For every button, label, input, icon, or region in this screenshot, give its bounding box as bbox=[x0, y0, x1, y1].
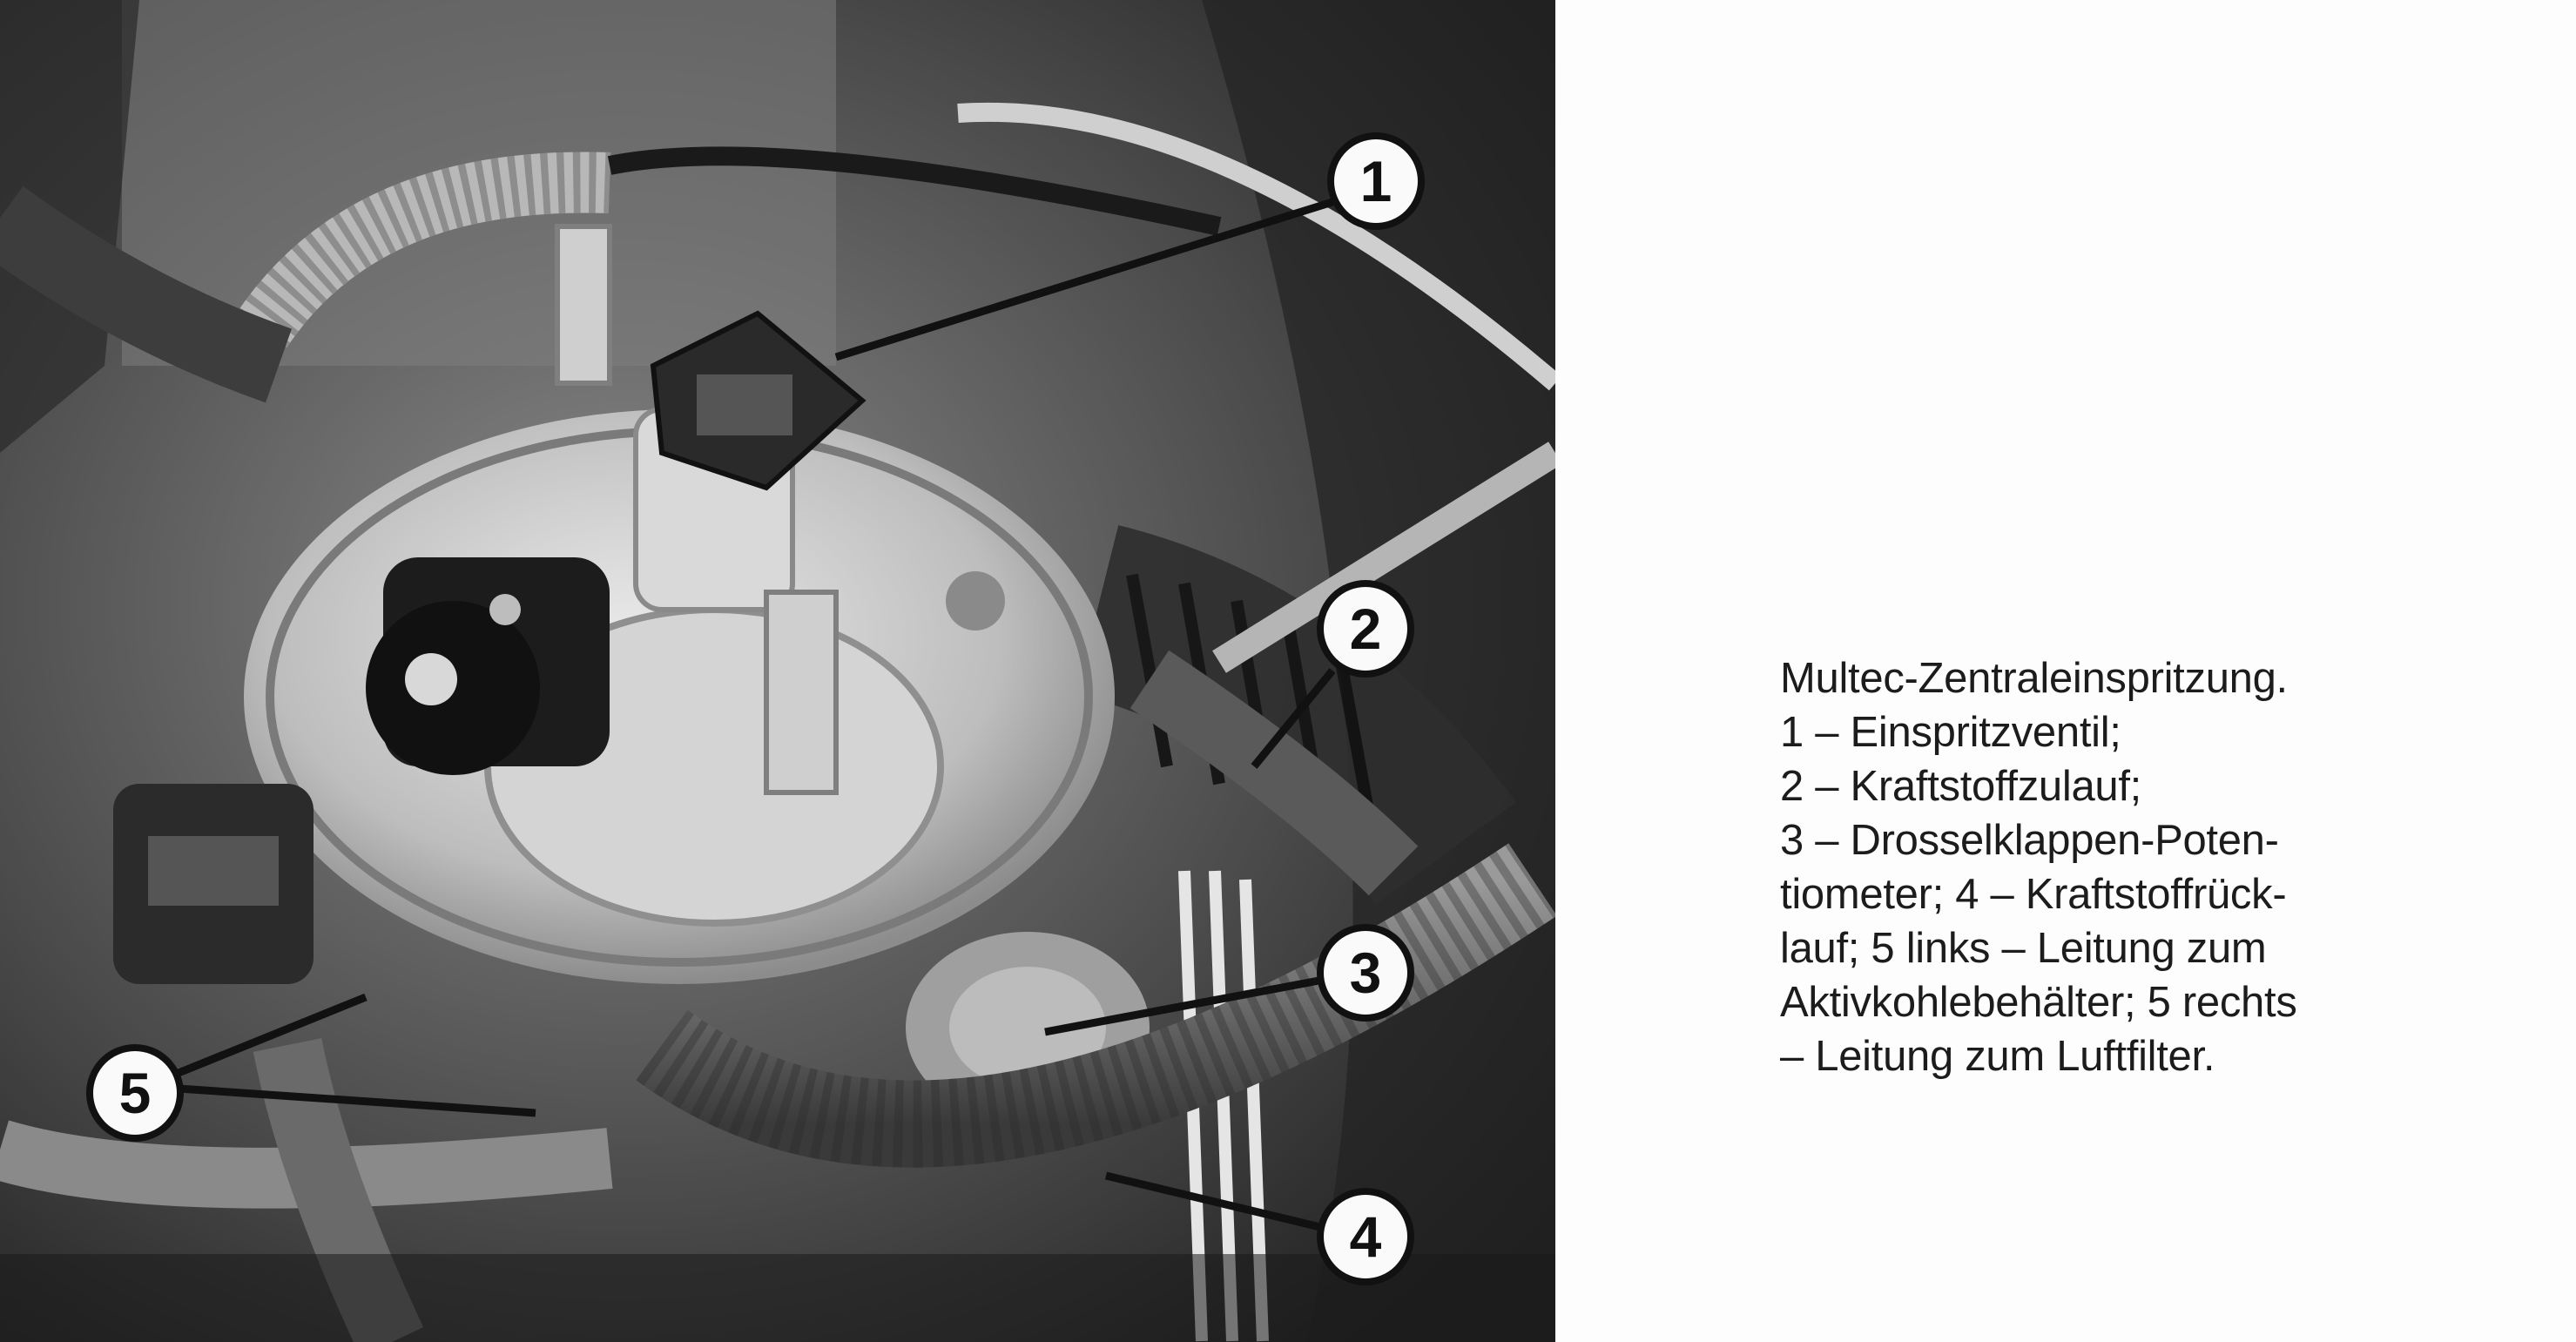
callout-marker-4 bbox=[1320, 1191, 1411, 1282]
callout-marker-5 bbox=[90, 1048, 180, 1138]
idle-actuator bbox=[366, 557, 610, 775]
caption-line: Multec-Zentraleinspritzung. bbox=[1780, 655, 2288, 702]
callout-marker-1 bbox=[1331, 136, 1421, 226]
marker-label-3: 3 bbox=[1349, 941, 1382, 1005]
caption-line: 3 – Drosselklappen-Poten- bbox=[1780, 817, 2279, 864]
marker-label-4: 4 bbox=[1349, 1204, 1382, 1269]
bottom-shadow bbox=[0, 1254, 1555, 1342]
caption-line: 1 – Einspritzventil; bbox=[1780, 709, 2121, 756]
marker-label-5: 5 bbox=[118, 1061, 152, 1125]
figure-caption bbox=[1780, 651, 2529, 1083]
caption-line: tiometer; 4 – Kraftstoffrück- bbox=[1780, 871, 2287, 918]
caption-line: 2 – Kraftstoffzulauf; bbox=[1780, 763, 2141, 810]
caption-line: lauf; 5 links – Leitung zum bbox=[1780, 925, 2267, 972]
caption-line: – Leitung zum Luftfilter. bbox=[1780, 1033, 2215, 1080]
marker-label-2: 2 bbox=[1349, 597, 1382, 661]
callout-marker-3 bbox=[1320, 927, 1411, 1018]
caption-line: Aktivkohlebehälter; 5 rechts bbox=[1780, 979, 2297, 1026]
marker-label-1: 1 bbox=[1359, 149, 1393, 213]
callout-marker-2 bbox=[1320, 583, 1411, 674]
